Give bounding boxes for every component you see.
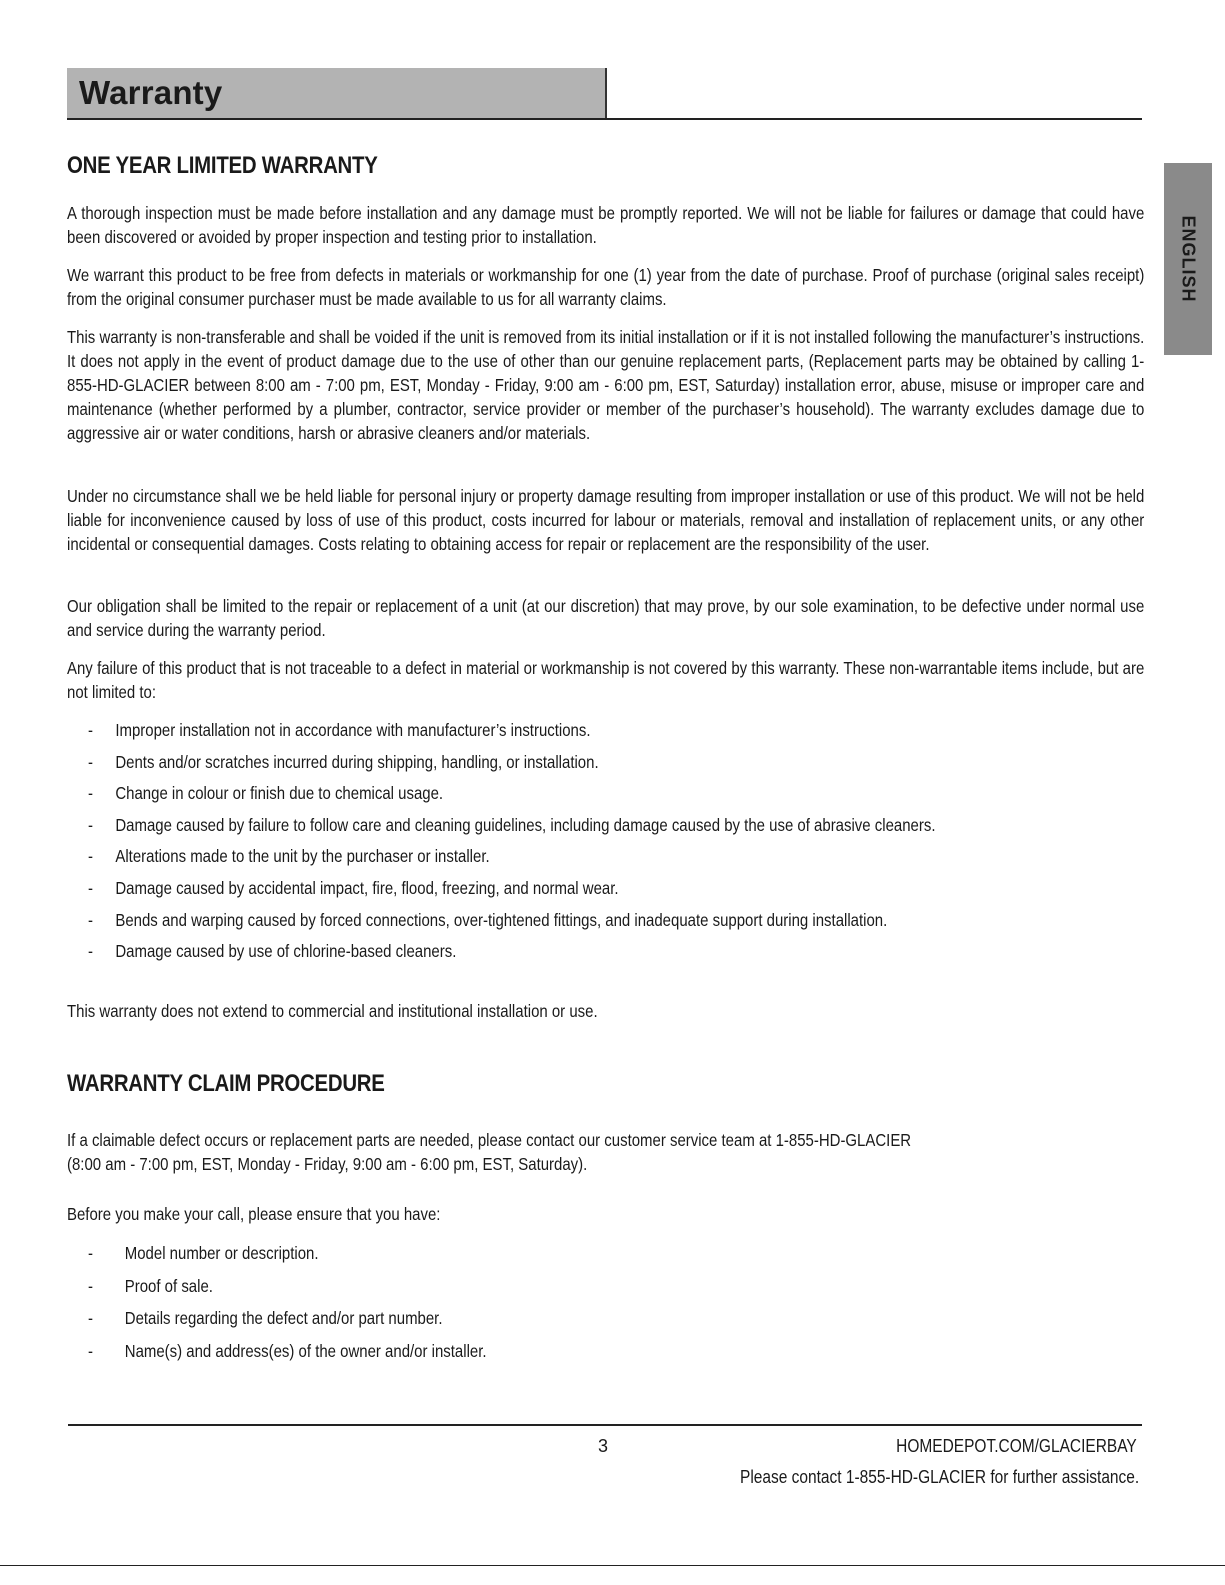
warranty-paragraph-transfer: This warranty is non-transferable and shall be voided if the unit is removed from its initial installation or if it is not installed following the manufacturer’s instructions. It does not apply in the event of product damage due to the use of other than our genuine replacement parts, (Replacement parts may be obtained by calling 1-855-HD-GLACIER between 8:00 am - 7:00 pm, EST, Monday - Friday, 9:00 am - 6:00 pm, EST, Saturday) installation error, abuse, misuse or improper care and maintenance (whether performed by a plumber, contractor, service provider or member of the purchaser’s household). The warranty excludes damage due to aggressive air or water conditions, harsh or abrasive cleaners and/or materials. xyxy=(67,327,1145,443)
page-number: 3 xyxy=(598,1436,609,1456)
footer-url: HOMEDEPOT.COM/GLACIERBAY xyxy=(896,1436,1137,1456)
list-item-text: Dents and/or scratches incurred during shipping, handling, or installation. xyxy=(115,751,599,772)
list-item xyxy=(88,876,935,908)
list-item xyxy=(88,844,935,876)
bullet-dash: - xyxy=(88,783,93,804)
footer-divider xyxy=(68,1424,1142,1426)
warranty-paragraph-obligation: Our obligation shall be limited to the repair or replacement of a unit (at our discretion) that may prove, by our sole examination, to be defective under normal use and service during the warranty period. xyxy=(67,596,1145,640)
language-tab xyxy=(1164,163,1212,355)
warranty-paragraph-liability: Under no circumstance shall we be held liable for personal injury or property damage resulting from improper installation or use of this product. We will not be held liable for inconvenience caused by loss of use of this product, costs incurred for labour or materials, removal and installation of replacement units, or any other incidental or consequential damages. Costs relating to obtaining access for repair or replacement are the responsibility of the user. xyxy=(67,486,1145,554)
list-item-text: Damage caused by failure to follow care and cleaning guidelines, including damage caused by the use of abrasive cleaners. xyxy=(115,814,936,835)
bullet-dash: - xyxy=(88,941,93,962)
bullet-dash: - xyxy=(88,720,93,740)
warranty-heading: ONE YEAR LIMITED WARRANTY xyxy=(67,152,378,179)
bullet-dash: - xyxy=(88,751,93,772)
list-item-text: Damage caused by accidental impact, fire, flood, freezing, and normal wear. xyxy=(115,877,619,898)
warranty-paragraph-exclusions-intro: Any failure of this product that is not traceable to a defect in material or workmanship is not covered by this warranty. These non-warrantable items include, but are not limited to: xyxy=(67,658,1145,702)
list-item-text: Name(s) and address(es) of the owner and/or installer. xyxy=(124,1340,487,1361)
list-item xyxy=(88,1274,487,1307)
list-item xyxy=(88,908,935,940)
list-item xyxy=(88,750,935,782)
list-item xyxy=(88,781,935,813)
list-item-text: Alterations made to the unit by the purchaser or installer. xyxy=(115,846,490,867)
header-title-box xyxy=(67,68,607,118)
page-title: Warranty xyxy=(79,74,223,111)
list-item-text: Details regarding the defect and/or part number. xyxy=(124,1308,443,1328)
claim-contact-line-2: (8:00 am - 7:00 pm, EST, Monday - Friday, 9:00 am - 6:00 pm, EST, Saturday). xyxy=(67,1154,588,1174)
claim-contact-line-1: If a claimable defect occurs or replacement parts are needed, please contact our customer service team at 1-855-HD-GLACIER xyxy=(67,1130,912,1150)
warranty-closing: This warranty does not extend to commercial and institutional installation or use. xyxy=(67,1001,598,1021)
bullet-dash: - xyxy=(88,909,93,930)
warranty-paragraph-inspection: A thorough inspection must be made before installation and any damage must be promptly reported. We will not be liable for failures or damage that could have been discovered or avoided by proper inspection and testing prior to installation. xyxy=(67,203,1145,247)
list-item xyxy=(88,813,935,845)
list-item xyxy=(88,718,935,750)
warranty-paragraph-coverage: We warrant this product to be free from defects in materials or workmanship for one (1) year from the date of purchase. Proof of purchase (original sales receipt) from the original consumer purchaser must be made available to us for all warranty claims. xyxy=(67,265,1145,309)
bullet-dash: - xyxy=(88,814,93,835)
bullet-dash: - xyxy=(88,1308,93,1328)
bullet-dash: - xyxy=(88,1340,93,1361)
page-header xyxy=(67,68,1142,120)
list-item-text: Improper installation not in accordance with manufacturer’s instructions. xyxy=(115,720,591,740)
list-item xyxy=(88,1241,487,1274)
claim-before-call: Before you make your call, please ensure that you have: xyxy=(67,1204,441,1224)
list-item-text: Change in colour or finish due to chemical usage. xyxy=(115,783,444,804)
list-item xyxy=(88,939,935,971)
list-item-text: Bends and warping caused by forced connections, over-tightened fittings, and inadequate support during installation. xyxy=(115,909,888,930)
bullet-dash: - xyxy=(88,846,93,867)
bullet-dash: - xyxy=(88,1275,93,1296)
bullet-dash: - xyxy=(88,1243,93,1263)
bullet-dash: - xyxy=(88,877,93,898)
claim-heading: WARRANTY CLAIM PROCEDURE xyxy=(67,1070,385,1097)
language-tab-label: ENGLISH xyxy=(1178,215,1199,303)
list-item xyxy=(88,1339,487,1372)
bottom-edge-line xyxy=(0,1565,1225,1566)
footer-contact: Please contact 1-855-HD-GLACIER for further assistance. xyxy=(739,1467,1139,1487)
claim-checklist xyxy=(88,1241,487,1371)
list-item xyxy=(88,1306,487,1339)
exclusions-list xyxy=(88,718,935,971)
list-item-text: Model number or description. xyxy=(124,1243,319,1263)
list-item-text: Damage caused by use of chlorine-based cleaners. xyxy=(115,941,457,962)
list-item-text: Proof of sale. xyxy=(124,1275,213,1296)
